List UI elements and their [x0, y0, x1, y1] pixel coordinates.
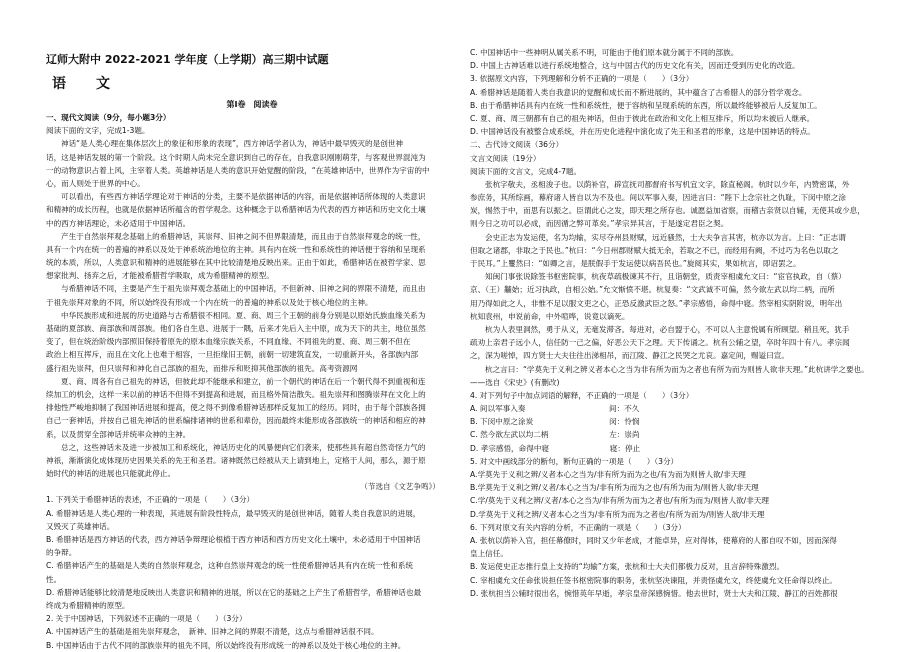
text-line: D. 中国神话没有被整合成系统，并在历史化进程中演化成了先王和圣君的形象，这是中国神话的特点。 — [470, 127, 815, 137]
text-line: 统的本质，所以，人类意识和精神的进展能够在其中比较清楚地反映出来。正由于如此，希腊神话在被哲学家、思 — [46, 258, 426, 268]
text-line: 具有一个内在统一的普遍的神系以及处于神系统治地位的主神。具有内在统一性和系统性的神话便于容纳和呈现系 — [46, 244, 426, 254]
text-line: 张杭字敬夫，丞相浚子也。以荫补官，辟宣抚司都督府书写机宜文字，除直秘阁。杭时以少年，内赞密谋，外 — [485, 179, 850, 189]
text-line: 中华民族形成和进展的历史道路与古希腊很不相同。夏、商、周三个王朝的前身分别是以原始氏族血缘关系为 — [61, 310, 426, 320]
text-line: B. 发运使史正志推行皇上支持的“均输”方案，张杭和士大夫们都极力反对，且言辞特殊激烈。 — [470, 562, 785, 572]
text-line: ——选自《宋史》(有删改) — [470, 377, 560, 387]
text-line: 产生于自然崇拜观念基础上的希腊神话，其崇拜、旧神之间不但界限清楚，而且由于自然崇拜观念的统一性， — [61, 231, 426, 241]
text-line: D. 中国上古神话难以进行系统地整合，这与中国古代的历史文化有关，因而迁受到历史化的改造。 — [470, 61, 800, 71]
text-line: 皇上信任。 — [470, 549, 508, 559]
text-line: A. 中国神话产生的基础是祖先崇拜观念， 新神、旧神之间的界限不清楚，这点与希腊神话很不同。 — [46, 627, 379, 637]
text-line: 京、（王）黼始；近习执政，自相公始。”允文惭愤不堪。杭复奏：“文武诚不可偏，然今欲左武以均二柄，而所 — [470, 285, 835, 295]
text-line: 性。 — [46, 574, 62, 584]
subject-title: 语文 — [52, 76, 140, 92]
text-line: 会史正志为发运使，名为均输，实尽夺州县财赋，远近骚然，士大夫争言其害，杭亦以为言。上曰：“正志谓 — [485, 232, 846, 242]
text-line: 5. 对文中画线部分的断句，断句正确的一项是（ ）（3分） — [470, 456, 679, 466]
text-line: 3. 依据原文内容，下列理解和分析不正确的一项是（ ）（3分） — [470, 74, 694, 84]
text-line: 杭之言曰：“学莫先于义利之辨义者本心之当为非有所为而为之者也有所为而为则皆人欲非天理。”此杭讲学之要也。 — [485, 364, 869, 374]
text-line: C. 然今欲左武以均二柄 左：崇尚 — [470, 430, 640, 440]
text-line: 2. 关于中国神话，下列叙述不正确的一项是（ ）（3分） — [46, 614, 247, 624]
text-line: D. 张杭担当公辅时很出名，惋惜英年早逝，孝宗皇帝深感惋惜。他去世时，贤士大夫和江陵、静江的百姓都很 — [470, 588, 838, 598]
text-line: C. 夏、商、周三朝都有自己的祖先神话，但由于彼此在政治和文化上相互排斥，所以均未被后人继承。 — [470, 113, 815, 123]
text-line: B. 由于希腊神话具有内在统一性和系统性，便于容纳和呈现系统的东西，所以最终能够被后人反复加工。 — [470, 100, 822, 110]
text-line: 神话“是人类心理在集体层次上的象征和形象的表现”，西方神话学者认为，神话中最早毁灭的是创世神 — [61, 139, 403, 149]
text-line: 始时代的神话的进展也只能就此停止。 — [46, 469, 176, 479]
text-line: B.学莫先于义利之辨/义者/本心之当为/非有所为而为之也/有所为而为/则皆人欲/非天理 — [470, 483, 759, 493]
text-line: 杭为人表里洞然，勇于从义，无毫发滞吝。每进对，必自盟于心，不可以人主意悦属有所顾望。稍且死，犹手 — [485, 324, 850, 334]
text-line: D. 希腊神话能够比较清楚地反映出人类意识和精神的进展，所以在它的基础之上产生了希腊哲学，希腊神话也最 — [46, 587, 422, 597]
text-line: 阅读下面的文言文，完成4-7题。 — [470, 166, 582, 176]
text-line: 一的动物意识占着上风，主宰着人类。英雄神话是人类的意识开始觉醒的阶段，“在英雄神话中，世界作为宇宙的中 — [46, 165, 430, 175]
text-line: 终成为希腊精神的原型。 — [46, 600, 130, 610]
text-line: 参庶务，其所综画，幕府诸人皆自以为不及也。间以军事入奏，因进言曰：“陛下上念宗社之仇耻，下闵中原之涂 — [470, 193, 847, 203]
text-line: D.学莫先于义利之辨/义者本心之当为/非有所为而为之者也/有所为而为/则皆人欲/非天理 — [470, 509, 765, 519]
left-text-flow — [46, 111, 458, 652]
text-line: 4. 对下列句子中加点词语的解释，不正确的一项是（ ）（3分） — [470, 390, 694, 400]
text-line: 1. 下列关于希腊神话的表述，不正确的一项是（ ）（3分） — [46, 495, 255, 505]
text-line: 神祇，渐渐演化成体现历史因果关系的先王和圣君。诸神既然已经被从天上请到地上，定格于人间，那么，源于原 — [46, 455, 426, 465]
text-line: 则今日之功可以必成，而因循之弊可革矣。”孝宗异其言，于是遂定君臣之契。 — [470, 219, 729, 229]
text-line: B. 希腊神话是西方神话的代表，西方神话争辩理论根植于西方神话和西方历史文化土壤中，未必适用于中国神话 — [46, 535, 421, 544]
text-line: 6. 下列对原文有关内容的分析，不正确的一项是（ ）（3分） — [470, 522, 686, 532]
text-line: 话，这是神话发展的第一个阶段。这个时期人尚未完全意识到自己的存在，自我意识刚刚萌芽，与客观世界混沌为 — [46, 152, 426, 162]
text-line: B. 中国神话由于古代不同的部族崇拜的祖先不同，所以始终没有形成统一的神系以及处于核心地位的主神。 — [46, 640, 406, 650]
text-line: C. 中国神话中一些神明从属关系不明，可能由于他们原本就分属于不同的部族。 — [470, 48, 739, 57]
text-line: 阅读下面的文字，完成1-3题。 — [46, 126, 150, 136]
text-line: 疏劝上亲君子远小人，信任防一己之偏，好恶公天下之理。天下传诵之。杭有公辅之望，卒时年四十有八。孝宗闻 — [470, 338, 850, 348]
text-line: 中的西方神话理论，未必适用于中国神话。 — [46, 218, 191, 228]
text-line: A. 张杭以荫补入官，担任幕僚时，同时又少年老成，才能卓异，应对得体，使幕府的人都自叹不如，因而深得 — [470, 535, 837, 545]
text-line: 夏、商、周各有自己祖先的神话，但彼此却不能继承和建立，前一个朝代的神话在后一个朝代得不到重视和连 — [61, 376, 426, 386]
text-line: 和精神的成长历程，也就是依据神话所蕴含的哲学观念。这种概念于以希腊神话为代表的西方神话和历史文化土壤 — [46, 205, 426, 215]
text-line: 自己一套神话，并按自己祖先神话的世系编排诸神的世系和辈份，因而最终未能形成各部族统一的神话和相应的神 — [46, 416, 426, 426]
text-line: 但取之诸郡，非取之于民也。”杭曰：“今日州郡财赋大抵无余，若取之不已，而经用有阙，不过巧为名色以取之 — [470, 245, 839, 255]
text-line: 系，以及贯穿全部神话并统率众神的主神。 — [46, 429, 191, 439]
text-line: 想家批判、扬弃之后，才能被希腊哲学吸取，成为希腊精神的原型。 — [46, 271, 274, 281]
text-line: 于祖先崇拜对象的不同，所以始终没有形成一个内在统一的普遍的神系以及处于核心地位的主神。 — [46, 297, 373, 307]
text-line: （节选自《文艺争鸣》） — [360, 482, 440, 492]
text-line: 一、现代文阅读（9分，每小题3分） — [46, 113, 171, 122]
text-line: 的争辩。 — [46, 548, 77, 558]
text-line: C. 宰相虞允文任命张说担任签书枢密院事的职务，张杭坚决谏阻，并责怪虞允文，终使虞允文任命得以终止。 — [470, 575, 838, 585]
text-line: A.学莫先于义利之辨/义者本心之当为/非有所为而为之也/有为而为则皆人欲/非天理 — [470, 470, 746, 479]
text-line: D. 孝宗感悟，命得中寝 寝：停止 — [470, 443, 641, 453]
text-line: 可以看出，有些西方神话学理论对于神话的分类，主要不是依据神话的内容，而是依据神话所体现的人类意识 — [61, 192, 426, 202]
text-line: 于民耳。”上矍然曰：“如卿之言，是朕假手于发运使以病吾民也。”旋阅其实，果如杭言，即诏罢之。 — [470, 259, 801, 268]
text-line: A. 间以军事入奏 间：不久 — [470, 404, 640, 414]
text-line: 排他性严峻地抑制了我国神话进展和提高，使之得不到像希腊神话那样反复加工的经历。同时，由于每个部族各拥 — [46, 403, 426, 413]
text-line: A. 希腊神话是随着人类自我意识的觉醒和成长而不断进展的，其中蕴含了古希腊人的部分哲学观念。 — [470, 87, 807, 97]
text-line: 知闽门事张说除签书枢密院事，杭夜草疏极谏其不行，且诣朝堂，质责宰相虞允文曰：“宦官执政，自（蔡） — [485, 272, 846, 282]
text-line: 与希腊神话不同，主要是产生于祖先崇拜观念基础上的中国神话，不但新神、旧神之间的界限不清楚，而且由 — [61, 284, 426, 294]
text-line: 文言文阅读（19分） — [470, 153, 541, 163]
text-line: 又毁灭了英雄神话。 — [46, 521, 115, 531]
right-text-flow — [470, 46, 880, 600]
text-line: 之，深为嗟悼，四方贤士大夫往往出涕相吊，而江陵、静江之民哭之尤哀。嘉定间，赐谥曰宣。 — [470, 351, 789, 361]
text-line: 盛行祖先崇拜，但只崇拜和神化自己部族的祖先，而排斥和贬抑其他部族的祖先。高考资源网 — [46, 363, 358, 373]
text-line: 炭，惕然于中，而思有以振之。臣谓此心之发，即天理之所存也。诚愿益加省察，而稽古亲贤以自辅，无使其或少息， — [470, 206, 865, 216]
text-line: 续加工的机会，这样一来以前的神话不但得不到提高和进展，而且格外简洁散失。祖先崇拜和图腾崇拜在文化上的 — [46, 389, 426, 399]
text-line: 用乃得如此之人，非惟不足以服文吏之心，正恐反激武臣之怒。”孝宗感悟，命得中寝。然宰相实阴附说，明年出 — [470, 298, 843, 308]
text-line: 变了，但在统治阶级内部照旧保持着原先的原本血缘宗族关系，不同血缘、不同祖先的夏、商、周三朝不但在 — [46, 337, 411, 347]
text-line: C. 希腊神话产生的基础是人类的自然崇拜观念，这种自然崇拜观念的统一性使希腊神话具有内在统一性和系统 — [46, 561, 414, 571]
text-line: 二、古代诗文阅读（36分） — [470, 140, 564, 150]
text-line: 基础的夏部族、商部族和周部族。他们各自生息、进展于一隅，后来才先后入主中原，成为天下的共主，地位虽然 — [46, 324, 426, 333]
text-line: 政治上相互挥斥，而且在文化上也难于相容，一旦拒缘旧王朝，前朝一切建筑直发，一切重新开头，各部族内部 — [46, 350, 419, 360]
text-line: A. 希腊神话是人类心理的一种表现，其进展有阶段性特点，最早毁灭的是创世神话，随着人类自我意识的进展， — [46, 508, 421, 518]
exam-title: 辽师大附中 2022-2021 学年度（上学期）高三期中试题 — [46, 53, 329, 66]
text-line: C.学/莫先于义利之辨/义者/本心之当为/非有所为而为之者也/有所为而为/则皆人欲/非天理 — [470, 496, 769, 506]
text-line: B. 下闵中原之涂炭 闵：怜悯 — [470, 417, 640, 427]
text-line: 总之，这些神话未及进一步被加工和系统化，神话历史化的风暴便向它们袭来，使那些具有超自然奇怪力气的 — [61, 442, 426, 452]
text-line: 杭知袁州，申说前命，中外喧哗，说竟以谪死。 — [470, 311, 630, 321]
text-line: 心，而人则处于世界的中心。 — [46, 178, 145, 188]
volume-heading: 第Ⅰ卷 阅读卷 — [226, 100, 278, 109]
